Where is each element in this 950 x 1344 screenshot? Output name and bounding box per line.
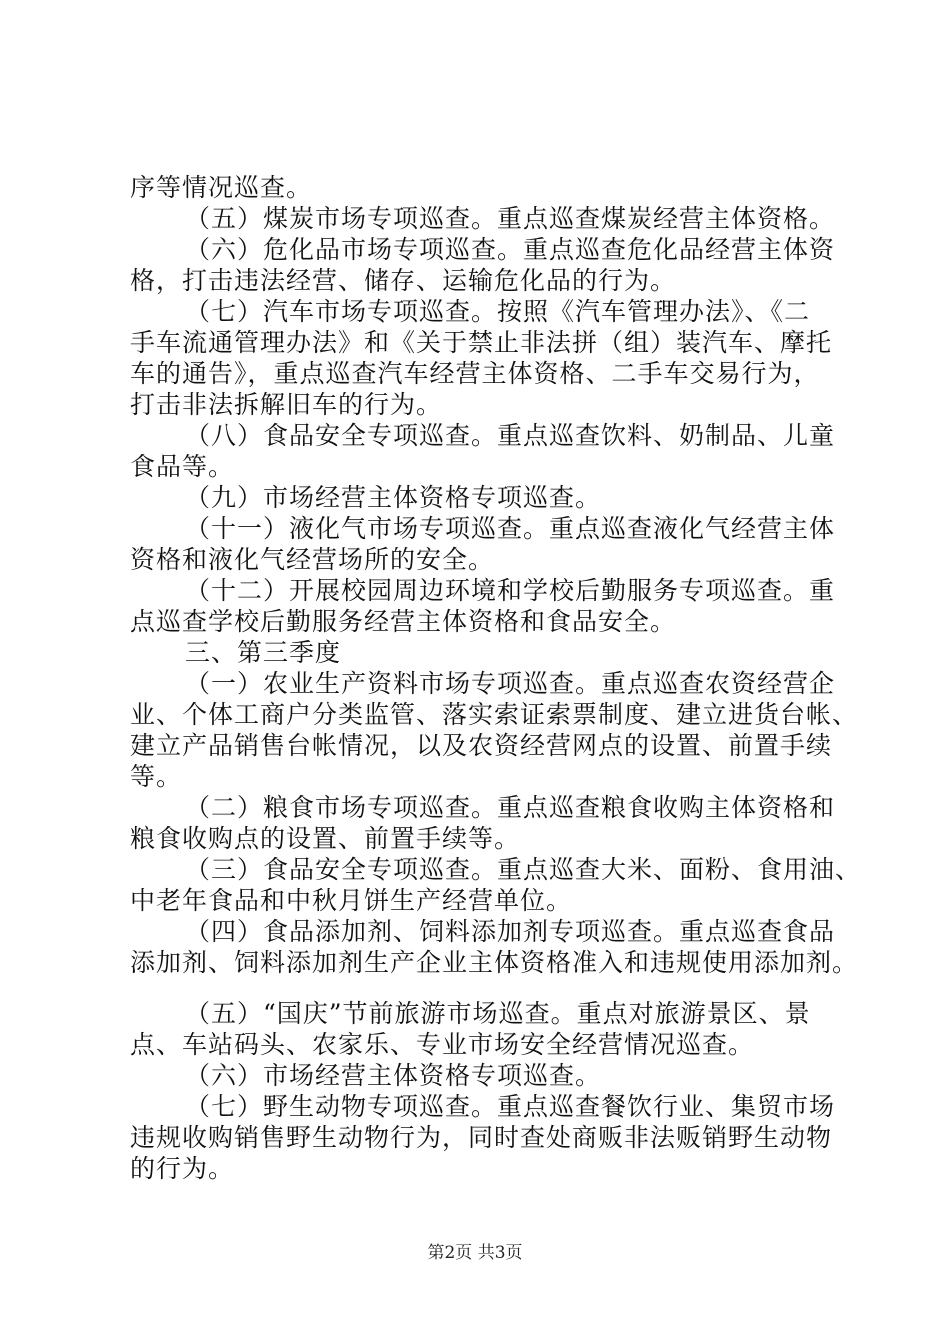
text-line: 序等情况巡查。 (130, 173, 313, 202)
text-line: （九）市场经营主体资格专项巡查。 (185, 483, 602, 512)
text-line: （七）汽车市场专项巡查。按照《汽车管理办法》、《二 (185, 297, 811, 326)
document-body (130, 172, 862, 1184)
text-line: （三）食品安全专项巡查。重点巡查大米、面粉、食用油、 (185, 855, 862, 884)
text-line: 资格和液化气经营场所的安全。 (130, 545, 495, 574)
text-line: 的行为。 (130, 1154, 235, 1183)
text-line: 手车流通管理办法》和《关于禁止非法拼（组）装汽车、摩托 (130, 328, 833, 357)
text-line: （四）食品添加剂、饲料添加剂专项巡查。重点巡查食品 (185, 917, 836, 946)
page-footer: 第2页 共3页 (427, 1243, 523, 1263)
text-line: （十二）开展校园周边环境和学校后勤服务专项巡查。重 (185, 576, 836, 605)
text-line: 车的通告》，重点巡查汽车经营主体资格、二手车交易行为， (130, 359, 820, 388)
text-line: 点巡查学校后勤服务经营主体资格和食品安全。 (130, 607, 677, 636)
text-line: （十一）液化气市场专项巡查。重点巡查液化气经营主体 (185, 514, 836, 543)
text-line: （七）野生动物专项巡查。重点巡查餐饮行业、集贸市场 (185, 1092, 836, 1121)
text-line: 中老年食品和中秋月饼生产经营单位。 (130, 886, 573, 915)
text-line: （六）市场经营主体资格专项巡查。 (185, 1061, 602, 1090)
text-line: 点、车站码头、农家乐、专业市场安全经营情况巡查。 (130, 1030, 755, 1059)
text-line: 格，打击违法经营、储存、运输危化品的行为。 (130, 266, 677, 295)
text-line: （五）“国庆”节前旅游市场巡查。重点对旅游景区、景 (185, 999, 811, 1028)
text-line: 等。 (130, 762, 183, 791)
section-heading: 三、第三季度 (185, 638, 342, 667)
text-line: 食品等。 (130, 452, 235, 481)
text-line: 违规收购销售野生动物行为，同时查处商贩非法贩销野生动物 (130, 1123, 833, 1152)
paragraph-gap (130, 978, 830, 998)
text-line: 粮食收购点的设置、前置手续等。 (130, 824, 521, 853)
text-line: （六）危化品市场专项巡查。重点巡查危化品经营主体资 (185, 235, 836, 264)
text-line: 打击非法拆解旧车的行为。 (130, 390, 443, 419)
text-line: 建立产品销售台帐情况，以及农资经营网点的设置、前置手续 (130, 731, 833, 760)
text-line: （八）食品安全专项巡查。重点巡查饮料、奶制品、儿童 (185, 421, 836, 450)
text-line: （一）农业生产资料市场专项巡查。重点巡查农资经营企 (185, 669, 836, 698)
text-line: （五）煤炭市场专项巡查。重点巡查煤炭经营主体资格。 (185, 204, 836, 233)
text-line: 添加剂、饲料添加剂生产企业主体资格准入和违规使用添加剂。 (130, 948, 859, 977)
text-line: （二）粮食市场专项巡查。重点巡查粮食收购主体资格和 (185, 793, 836, 822)
text-line: 业、个体工商户分类监管、落实索证索票制度、建立进货台帐、 (130, 700, 859, 729)
